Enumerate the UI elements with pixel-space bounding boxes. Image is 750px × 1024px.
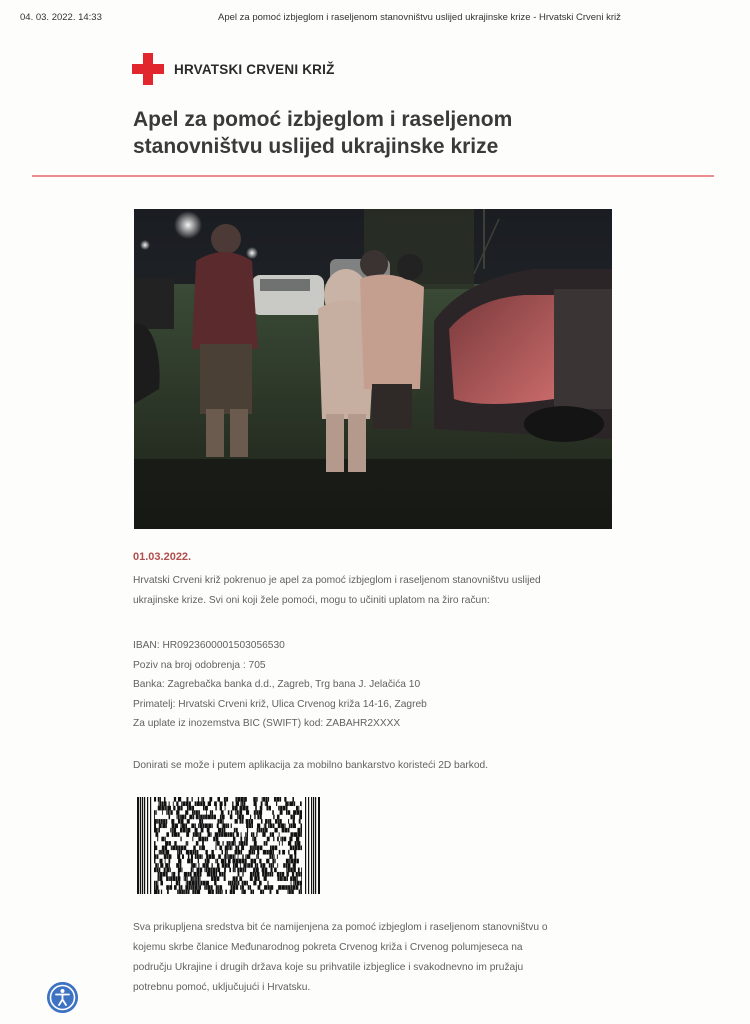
logo-text: HRVATSKI CRVENI KRIŽ — [174, 61, 335, 77]
title-divider — [32, 175, 714, 177]
payment-details — [133, 636, 427, 734]
print-datetime: 04. 03. 2022. 14:33 — [20, 12, 102, 23]
closing-line: kojemu skrbe članice Međunarodnog pokreta Crvenog križa i Crvenog polumjeseca na — [133, 942, 523, 953]
swift-line: Za uplate iz inozemstva BIC (SWIFT) kod: ZABAHR2XXXX — [133, 718, 401, 729]
intro-line: ukrajinske krize. Svi oni koji žele pomoći, mogu to učiniti uplatom na žiro račun: — [133, 595, 490, 606]
red-cross-icon — [132, 53, 164, 85]
iban-line: IBAN: HR0923600001503056530 — [133, 640, 285, 651]
print-header — [0, 12, 750, 28]
article-title — [133, 106, 693, 160]
site-logo[interactable] — [132, 53, 335, 85]
mobile-banking-note: Donirati se može i putem aplikacija za mobilno bankarstvo koristeći 2D barkod. — [133, 760, 489, 771]
bank-line: Banka: Zagrebačka banka d.d., Zagreb, Trg bana J. Jelačića 10 — [133, 679, 421, 690]
closing-paragraph — [133, 918, 548, 998]
intro-paragraph — [133, 571, 541, 611]
article-photo — [134, 209, 612, 529]
closing-line: području Ukrajine i drugih država koje su prihvatile izbjeglice i svakodnevno im pružaju — [133, 962, 524, 973]
closing-line: Sva prikupljena sredstva bit će namijenjena za pomoć izbjeglom i raseljenom stanovništvu o — [133, 922, 548, 933]
reference-line: Poziv na broj odobrenja : 705 — [133, 659, 266, 671]
2d-barcode — [137, 797, 320, 894]
recipient-line: Primatelj: Hrvatski Crveni križ, Ulica Crvenog križa 14-16, Zagreb — [133, 698, 427, 710]
accessibility-icon[interactable] — [47, 982, 78, 1013]
article-title-line: Apel za pomoć izbjeglom i raseljenom — [133, 108, 513, 131]
print-page-title: Apel za pomoć izbjeglom i raseljenom stanovništvu uslijed ukrajinske krize - Hrvatski Crveni križ — [218, 12, 621, 23]
article-title-line: stanovništvu uslijed ukrajinske krize — [133, 135, 499, 158]
article-date: 01.03.2022. — [133, 551, 192, 563]
closing-line: potrebnu pomoć, uključujući i Hrvatsku. — [133, 982, 311, 993]
intro-line: Hrvatski Crveni križ pokrenuo je apel za pomoć izbjeglom i raseljenom stanovništvu uslijed — [133, 575, 541, 586]
